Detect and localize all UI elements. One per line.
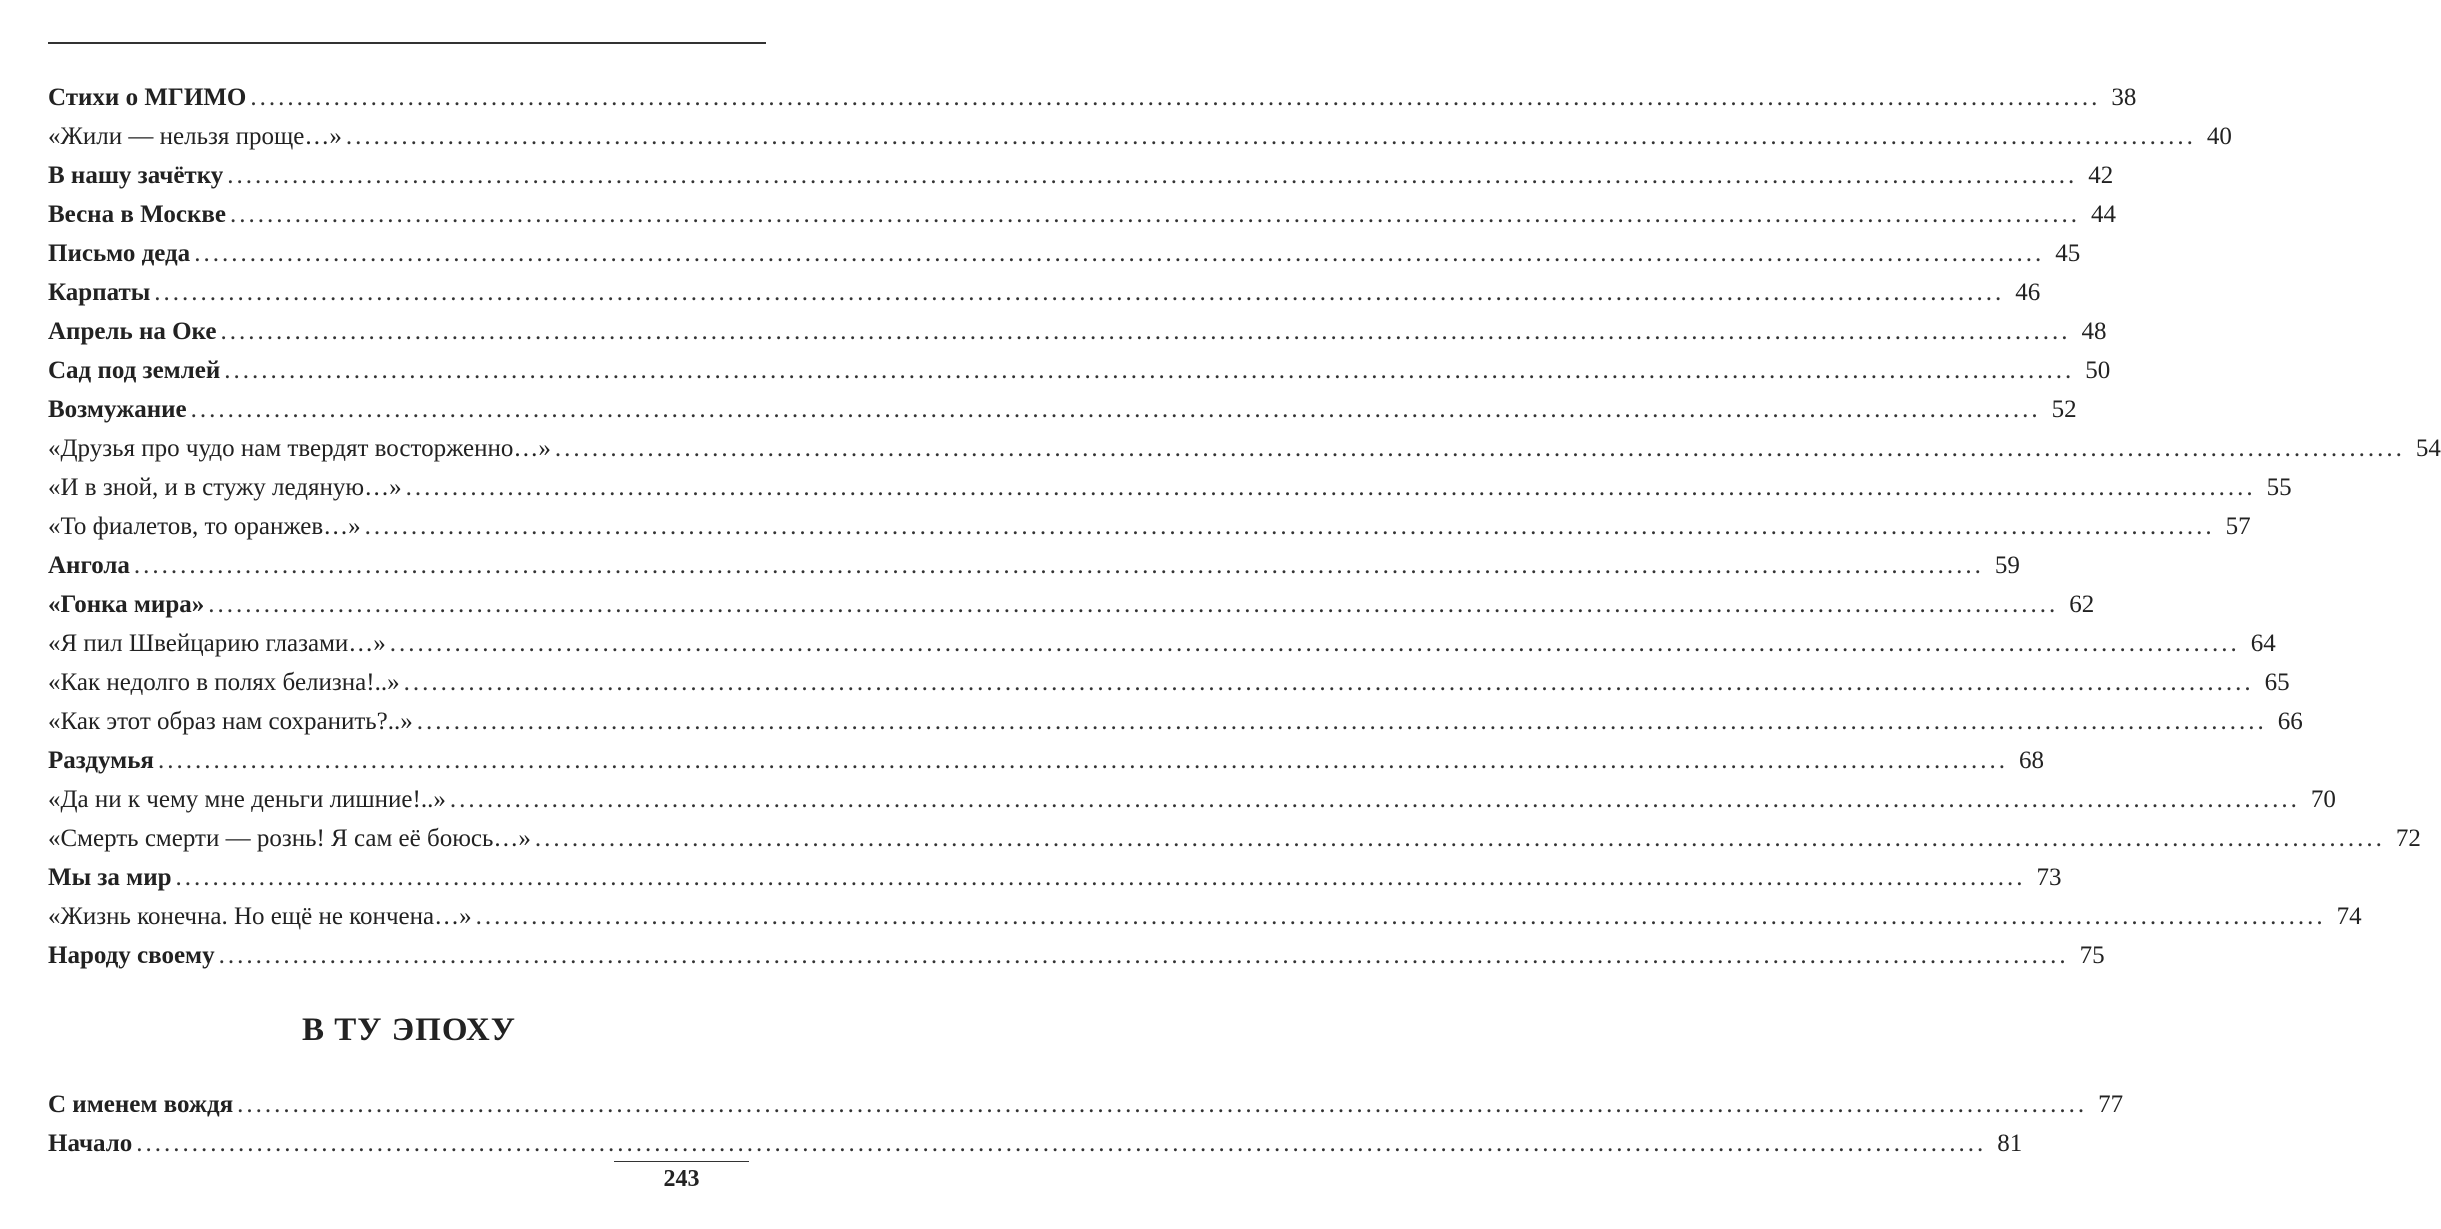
toc-entry-page: 74 (2336, 903, 2362, 930)
toc-entry-page: 72 (2395, 825, 2421, 852)
table-of-contents (48, 78, 2441, 1163)
toc-entry-page: 46 (2015, 279, 2041, 306)
section-heading: В ТУ ЭПОХУ (302, 1012, 516, 1048)
toc-entry-title: Карпаты (48, 279, 151, 306)
toc-entry-page: 40 (2206, 123, 2232, 150)
toc-entry-page: 59 (1994, 552, 2020, 579)
toc-entry[interactable] (48, 936, 2105, 975)
toc-entry-title: «Смерть смерти — рознь! Я сам её боюсь…» (48, 825, 531, 852)
toc-entry-title: С именем вождя (48, 1091, 234, 1118)
toc-entry-page: 54 (2415, 435, 2441, 462)
dot-leader: ........................................................................................................................................................................................................ (364, 513, 2215, 540)
toc-entry-page: 77 (2098, 1091, 2124, 1118)
toc-entry-title: «Да ни к чему мне деньги лишние!..» (48, 786, 446, 813)
dot-leader: ........................................................................................................................................................................................................ (224, 357, 2075, 384)
toc-entry-title: Возмужание (48, 396, 187, 423)
dot-leader: ........................................................................................................................................................................................................ (554, 435, 2405, 462)
toc-entry[interactable] (48, 78, 2137, 117)
toc-entry[interactable] (48, 351, 2111, 390)
dot-leader: ........................................................................................................................................................................................................ (220, 318, 2071, 345)
toc-entry-title: «Как недолго в полях белизна!..» (48, 669, 400, 696)
toc-entry-title: «Друзья про чудо нам твердят восторженно…» (48, 435, 551, 462)
toc-entry[interactable] (48, 897, 2362, 936)
dot-leader: ........................................................................................................................................................................................................ (405, 474, 2256, 501)
dot-leader: ........................................................................................................................................................................................................ (175, 864, 2026, 891)
toc-entry-page: 45 (2055, 240, 2081, 267)
toc-entry-page: 65 (2264, 669, 2290, 696)
toc-entry-title: Апрель на Оке (48, 318, 217, 345)
dot-leader: ........................................................................................................................................................................................................ (237, 1091, 2088, 1118)
toc-entry[interactable] (48, 546, 2020, 585)
dot-leader: ........................................................................................................................................................................................................ (403, 669, 2254, 696)
dot-leader: ........................................................................................................................................................................................................ (208, 591, 2059, 618)
toc-entry-title: Ангола (48, 552, 130, 579)
toc-entry[interactable] (48, 741, 2044, 780)
section-toc-entries (48, 1085, 2124, 1163)
toc-entries (48, 78, 2441, 975)
toc-entry[interactable] (48, 624, 2276, 663)
dot-leader: ........................................................................................................................................................................................................ (157, 747, 2008, 774)
dot-leader: ........................................................................................................................................................................................................ (227, 162, 2078, 189)
toc-entry-page: 64 (2250, 630, 2276, 657)
toc-entry-title: Народу своему (48, 942, 215, 969)
toc-entry-title: Весна в Москве (48, 201, 226, 228)
toc-entry-title: «Жили — нельзя проще…» (48, 123, 342, 150)
toc-entry[interactable] (48, 1085, 2124, 1124)
toc-entry-title: «Жизнь конечна. Но ещё не кончена…» (48, 903, 472, 930)
toc-entry-title: Стихи о МГИМО (48, 84, 247, 111)
toc-entry-page: 66 (2277, 708, 2303, 735)
page-number: 243 (663, 1166, 700, 1192)
toc-entry-page: 42 (2088, 162, 2114, 189)
toc-entry[interactable] (48, 390, 2077, 429)
toc-entry-title: «Гонка мира» (48, 591, 205, 618)
dot-leader: ........................................................................................................................................................................................................ (194, 240, 2045, 267)
toc-entry[interactable] (48, 117, 2232, 156)
toc-entry-title: В нашу зачётку (48, 162, 224, 189)
toc-entry-page: 81 (1997, 1130, 2023, 1157)
dot-leader: ........................................................................................................................................................................................................ (190, 396, 2041, 423)
toc-entry-title: «И в зной, и в стужу ледяную…» (48, 474, 402, 501)
dot-leader: ........................................................................................................................................................................................................ (475, 903, 2326, 930)
toc-entry-title: Раздумья (48, 747, 154, 774)
toc-entry-page: 50 (2085, 357, 2111, 384)
toc-entry-page: 62 (2069, 591, 2095, 618)
toc-entry-page: 73 (2036, 864, 2062, 891)
toc-entry[interactable] (48, 663, 2290, 702)
toc-entry[interactable] (48, 312, 2107, 351)
toc-entry-title: Сад под землей (48, 357, 221, 384)
dot-leader: ........................................................................................................................................................................................................ (218, 942, 2069, 969)
toc-entry[interactable] (48, 507, 2251, 546)
toc-entry[interactable] (48, 585, 2095, 624)
toc-entry-page: 52 (2051, 396, 2077, 423)
toc-entry[interactable] (48, 702, 2303, 741)
toc-entry-page: 75 (2079, 942, 2105, 969)
dot-leader: ........................................................................................................................................................................................................ (534, 825, 2385, 852)
toc-entry-page: 70 (2310, 786, 2336, 813)
toc-entry-title: Письмо деда (48, 240, 191, 267)
toc-entry[interactable] (48, 780, 2336, 819)
dot-leader: ........................................................................................................................................................................................................ (229, 201, 2080, 228)
toc-entry[interactable] (48, 195, 2116, 234)
toc-entry-title: Начало (48, 1130, 133, 1157)
toc-entry[interactable] (48, 234, 2081, 273)
dot-leader: ........................................................................................................................................................................................................ (416, 708, 2267, 735)
footer-rule (614, 1161, 749, 1162)
toc-entry-page: 57 (2225, 513, 2251, 540)
dot-leader: ........................................................................................................................................................................................................ (389, 630, 2240, 657)
toc-entry-page: 48 (2081, 318, 2107, 345)
dot-leader: ........................................................................................................................................................................................................ (136, 1130, 1987, 1157)
toc-entry-page: 55 (2266, 474, 2292, 501)
dot-leader: ........................................................................................................................................................................................................ (345, 123, 2196, 150)
dot-leader: ........................................................................................................................................................................................................ (449, 786, 2300, 813)
toc-entry-title: «Как этот образ нам сохранить?..» (48, 708, 413, 735)
toc-entry[interactable] (48, 819, 2421, 858)
toc-entry-title: «То фиалетов, то оранжев…» (48, 513, 361, 540)
toc-entry[interactable] (48, 156, 2114, 195)
toc-entry-page: 38 (2111, 84, 2137, 111)
dot-leader: ........................................................................................................................................................................................................ (154, 279, 2005, 306)
toc-entry[interactable] (48, 273, 2041, 312)
toc-entry-title: Мы за мир (48, 864, 172, 891)
toc-entry[interactable] (48, 429, 2441, 468)
dot-leader: ........................................................................................................................................................................................................ (133, 552, 1984, 579)
toc-entry[interactable] (48, 858, 2062, 897)
dot-leader: ........................................................................................................................................................................................................ (250, 84, 2101, 111)
toc-entry[interactable] (48, 468, 2292, 507)
header-rule (48, 42, 766, 44)
toc-entry-title: «Я пил Швейцарию глазами…» (48, 630, 386, 657)
toc-entry-page: 68 (2018, 747, 2044, 774)
toc-entry-page: 44 (2090, 201, 2116, 228)
toc-entry[interactable] (48, 1124, 2023, 1163)
